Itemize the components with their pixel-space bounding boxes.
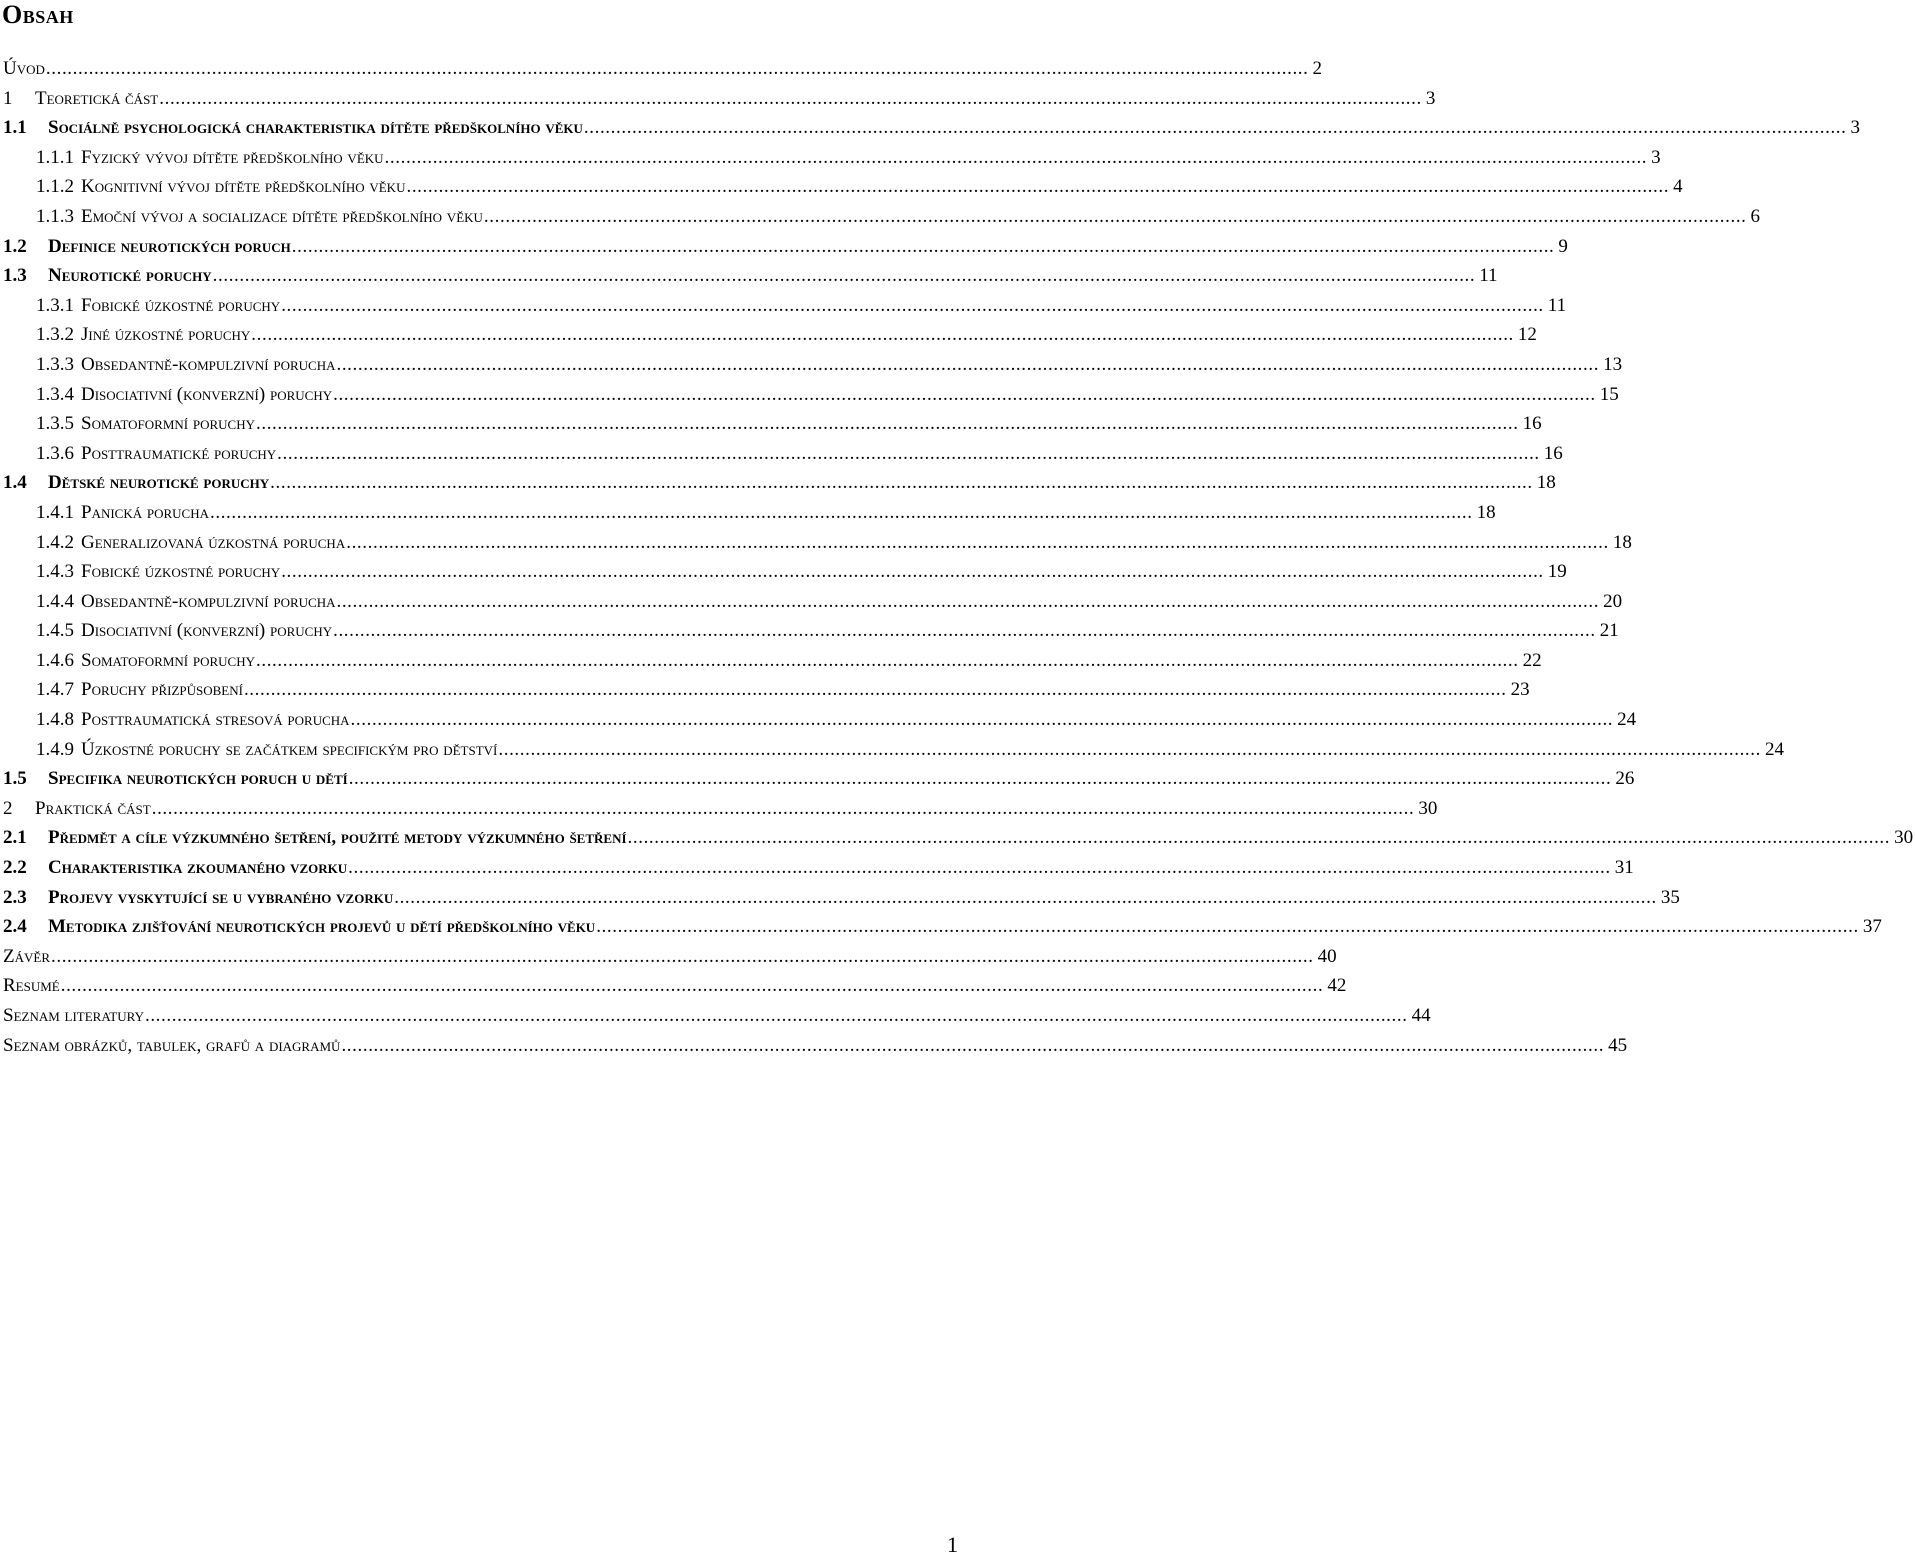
toc-entry-label: Projevy vyskytující se u vybraného vzorku [48, 886, 394, 908]
toc-entry[interactable] [0, 413, 1542, 443]
toc-entry[interactable] [0, 442, 1563, 473]
dot-leader [60, 975, 1324, 997]
toc-entry-page: 4 [1673, 176, 1683, 198]
dot-leader [350, 709, 1614, 731]
toc-entry[interactable] [0, 975, 1347, 1005]
toc-entry-page: 18 [1476, 501, 1496, 523]
toc-entry-number: 1.4.5 [36, 620, 74, 642]
toc-entry[interactable] [0, 58, 1322, 88]
toc-entry-number: 1.4.8 [36, 709, 74, 731]
dot-leader [332, 620, 1596, 642]
dot-leader [347, 857, 1611, 879]
toc-entry-page: 13 [1603, 353, 1623, 375]
dot-leader [212, 265, 1476, 287]
toc-entry-label: Teoretická část [35, 87, 159, 109]
toc-entry-label: Seznam obrázků, tabulek, grafů a diagramů [3, 1034, 341, 1056]
toc-entry-number: 1.1 [3, 117, 27, 139]
toc-entry[interactable] [0, 945, 1337, 976]
toc-entry-page: 20 [1603, 590, 1623, 612]
toc-entry-number: 1.1.2 [36, 176, 74, 198]
toc-entry[interactable] [0, 590, 1623, 621]
toc-entry-page: 45 [1608, 1034, 1628, 1056]
toc-entry-label: Obsedantně-kompulzivní porucha [81, 590, 336, 612]
dot-leader [332, 384, 1596, 406]
toc-entry-page: 19 [1547, 561, 1567, 583]
toc-entry[interactable] [0, 472, 1556, 502]
dot-leader [345, 532, 1609, 554]
toc-entry-label: Specifika neurotických poruch u dětí [48, 768, 348, 790]
toc-entry-number: 2.1 [3, 827, 27, 849]
dot-leader [144, 1005, 1408, 1027]
toc-entry-number: 1.3.6 [36, 442, 74, 464]
toc-entry-number: 1.4.3 [36, 561, 74, 583]
dot-leader [483, 206, 1747, 228]
toc-entry-label: Metodika zjišťování neurotických projevů u dětí předškolního věku [48, 916, 596, 938]
dot-leader [151, 798, 1415, 820]
toc-entry-number: 1.1.1 [36, 146, 74, 168]
toc-entry-number: 1.3.3 [36, 353, 74, 375]
toc-entry-label: Neurotické poruchy [48, 265, 212, 287]
dot-leader [209, 502, 1473, 524]
toc-entry-label: Fobické úzkostné poruchy [81, 294, 281, 316]
toc-entry-page: 26 [1615, 768, 1635, 790]
toc-entry-number: 2.3 [3, 886, 27, 908]
toc-entry-label: Fyzický vývoj dítěte předškolního věku [81, 146, 384, 168]
toc-entry-number: 1.4.4 [36, 590, 74, 612]
toc-entry-number: 1.4.6 [36, 649, 74, 671]
toc-entry[interactable] [0, 324, 1537, 354]
dot-leader [393, 887, 1657, 909]
toc-entry-number: 2.4 [3, 916, 27, 938]
toc-entry[interactable] [0, 265, 1498, 295]
toc-entry-page: 3 [1425, 87, 1436, 109]
toc-entry[interactable] [0, 738, 1784, 769]
toc-entry-label: Charakteristika zkoumaného vzorku [48, 857, 348, 879]
toc-entry-number: 1.4.9 [36, 738, 74, 760]
toc-entry-page: 12 [1517, 324, 1537, 346]
dot-leader [384, 147, 1648, 169]
toc-entry-page: 42 [1327, 975, 1347, 997]
toc-entry[interactable] [0, 649, 1542, 680]
toc-entry-number: 1.4.7 [36, 679, 74, 701]
toc-entry-page: 11 [1479, 265, 1498, 287]
page-number: 1 [947, 1532, 958, 1557]
toc-entry-label: Disociativní (konverzní) poruchy [81, 620, 333, 642]
toc-entry-page: 31 [1614, 857, 1634, 879]
dot-leader [291, 236, 1555, 258]
dot-leader [280, 295, 1544, 317]
toc-entry-number: 1.3.4 [36, 383, 74, 405]
toc-entry-page: 9 [1558, 235, 1568, 257]
toc-entry-label: Disociativní (konverzní) poruchy [81, 383, 333, 405]
toc-entry[interactable] [0, 353, 1623, 384]
dot-leader [255, 413, 1519, 435]
toc-entry[interactable] [0, 857, 1634, 887]
toc-entry[interactable] [0, 1005, 1431, 1035]
toc-entry-page: 23 [1510, 679, 1530, 701]
toc-entry-page: 3 [1651, 146, 1661, 168]
toc-entry-label: Somatoformní poruchy [81, 649, 255, 671]
toc-entry-page: 24 [1764, 738, 1784, 760]
toc-entry-number: 1 [3, 87, 13, 109]
toc-entry-label: Posttraumatické poruchy [81, 442, 277, 464]
toc-entry-label: Generalizovaná úzkostná porucha [81, 531, 346, 553]
toc-entry-label: Závěr [3, 945, 50, 967]
toc-entry-label: Jiné úzkostné poruchy [81, 324, 251, 346]
toc-entry-page: 6 [1750, 205, 1761, 227]
toc-entry-page: 35 [1660, 886, 1680, 908]
toc-entry-number: 2 [3, 797, 13, 819]
dot-leader [45, 58, 1309, 80]
dot-leader [497, 739, 1761, 761]
dot-leader [243, 679, 1507, 701]
toc-entry-page: 22 [1522, 649, 1542, 671]
toc-entry[interactable] [0, 205, 1761, 236]
toc-entry[interactable] [0, 294, 1567, 325]
toc-entry-label: Resumé [3, 975, 60, 997]
toc-entry-number: 1.5 [3, 768, 27, 790]
toc-entry[interactable] [0, 886, 1680, 917]
dot-leader [335, 591, 1599, 613]
table-of-contents [0, 58, 1914, 1064]
toc-entry-page: 18 [1536, 472, 1556, 494]
dot-leader [50, 946, 1314, 968]
toc-entry[interactable] [0, 531, 1632, 562]
toc-entry-label: Poruchy přizpůsobení [81, 679, 243, 701]
dot-leader [340, 1035, 1604, 1057]
toc-entry-number: 1.4.2 [36, 531, 74, 553]
toc-entry-label: Kognitivní vývoj dítěte předškolního věku [81, 176, 406, 198]
dot-leader [250, 324, 1514, 346]
toc-entry[interactable] [0, 797, 1438, 828]
toc-entry-page: 30 [1894, 827, 1914, 849]
toc-entry[interactable] [0, 117, 1861, 147]
toc-entry[interactable] [0, 1034, 1628, 1065]
toc-entry-page: 40 [1317, 945, 1337, 967]
toc-entry-page: 21 [1599, 620, 1619, 642]
toc-entry-number: 1.3.2 [36, 324, 74, 346]
toc-entry-page: 24 [1617, 709, 1637, 731]
toc-entry-page: 18 [1612, 531, 1632, 553]
toc-entry[interactable] [0, 709, 1637, 739]
toc-entry[interactable] [0, 383, 1619, 414]
toc-entry-number: 1.4 [3, 472, 27, 494]
toc-entry-label: Emoční vývoj a socializace dítěte předškolního věku [81, 205, 483, 227]
toc-entry[interactable] [0, 620, 1619, 650]
toc-entry-label: Definice neurotických poruch [48, 235, 291, 257]
toc-entry[interactable] [0, 235, 1568, 266]
toc-entry[interactable] [0, 561, 1567, 591]
toc-entry[interactable] [0, 827, 1914, 857]
toc-entry-page: 37 [1862, 916, 1882, 938]
dot-leader [335, 354, 1599, 376]
toc-entry-number: 2.2 [3, 857, 27, 879]
toc-entry-label: Somatoformní poruchy [81, 413, 255, 435]
toc-entry-page: 16 [1543, 442, 1563, 464]
toc-entry-number: 1.3 [3, 265, 27, 287]
dot-leader [627, 827, 1891, 849]
toc-entry-label: Seznam literatury [3, 1005, 144, 1026]
toc-entry-label: Posttraumatická stresová porucha [81, 709, 350, 731]
dot-leader [595, 916, 1859, 938]
toc-entry-page: 2 [1312, 58, 1322, 79]
dot-leader [276, 443, 1540, 465]
toc-entry[interactable] [0, 768, 1635, 798]
dot-leader [255, 650, 1519, 672]
toc-entry-page: 15 [1599, 383, 1619, 405]
toc-entry-label: Úvod [3, 58, 45, 79]
toc-entry-number: 1.3.1 [36, 294, 74, 316]
toc-entry[interactable] [0, 679, 1530, 709]
toc-entry-label: Fobické úzkostné poruchy [81, 561, 281, 583]
dot-leader [348, 768, 1612, 790]
toc-entry-label: Praktická část [35, 797, 151, 819]
toc-entry-label: Obsedantně-kompulzivní porucha [81, 353, 336, 375]
dot-leader [158, 88, 1422, 110]
toc-entry-label: Sociálně psychologická charakteristika dítěte předškolního věku [48, 117, 583, 139]
page-title: Obsah [2, 0, 74, 29]
toc-entry-label: Předmět a cíle výzkumného šetření, použité metody výzkumného šetření [48, 827, 627, 849]
toc-entry[interactable] [0, 501, 1496, 532]
toc-entry-page: 30 [1418, 797, 1438, 819]
dot-leader [280, 561, 1544, 583]
toc-entry-number: 1.4.1 [36, 501, 74, 523]
toc-entry-label: Dětské neurotické poruchy [48, 472, 270, 494]
toc-entry-label: Úzkostné poruchy se začátkem specifickým pro dětství [81, 738, 498, 760]
toc-entry-number: 1.1.3 [36, 205, 74, 227]
toc-entry[interactable] [0, 176, 1683, 206]
toc-entry[interactable] [0, 916, 1882, 946]
toc-entry-page: 11 [1547, 294, 1567, 316]
dot-leader [405, 176, 1669, 198]
toc-entry-page: 44 [1411, 1005, 1431, 1026]
dot-leader [269, 472, 1533, 494]
toc-entry[interactable] [0, 87, 1436, 118]
toc-entry-label: Panická porucha [81, 501, 209, 523]
dot-leader [583, 117, 1847, 139]
toc-entry-number: 1.3.5 [36, 413, 74, 435]
toc-entry[interactable] [0, 146, 1661, 177]
toc-entry-page: 3 [1850, 117, 1861, 139]
toc-entry-page: 16 [1522, 413, 1542, 435]
toc-entry-number: 1.2 [3, 235, 27, 257]
